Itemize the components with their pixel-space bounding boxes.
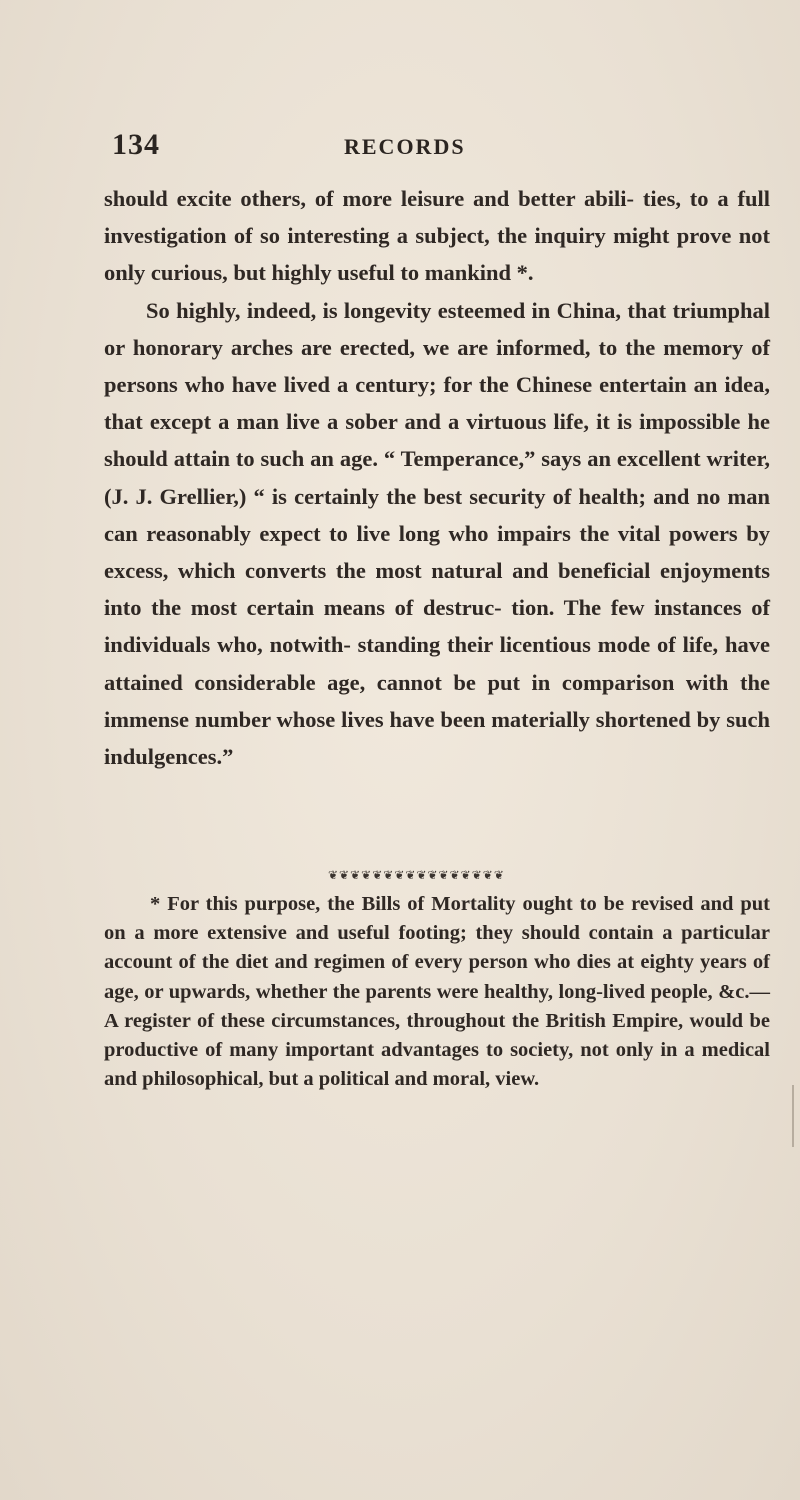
- page-header: [112, 128, 712, 168]
- body-text: [104, 180, 770, 775]
- page-edge-mark: [792, 1085, 794, 1147]
- paragraph-1: should excite others, of more leisure and better abili- ties, to a full investigation of so interesting a subject, the inquiry might prove not only curious, but highly useful to mankind *.: [104, 186, 770, 286]
- ornamental-separator: ❦❦❦❦❦❦❦❦❦❦❦❦❦❦❦❦: [328, 868, 505, 882]
- footnote: * For this purpose, the Bills of Mortality ought to be revised and put on a more extensive and useful footing; they should contain a particular account of the diet and regimen of every person who dies at eighty years of age, or upwards, whether the parents were healthy, long-lived people, &c.—A register of these circumstances, throughout the British Empire, would be productive of many important advantages to society, not only in a medical and philosophical, but a political and moral, view.: [104, 893, 770, 1091]
- paragraph-2: So highly, indeed, is longevity esteemed in China, that triumphal or honorary arches are erected, we are informed, to the memory of persons who have lived a century; for the Chinese entertain an idea, that except a man live a sober and a virtuous life, it is impossible he should attain to such an age. “ Temperance,” says an excellent writer, (J. J. Grellier,) “ is certainly the best security of health; and no man can reasonably expect to live long who impairs the vital powers by excess, which converts the most natural and beneficial enjoyments into the most certain means of destruc- tion. The few instances of individuals who, notwith- standing their licentious mode of life, have attained considerable age, cannot be put in comparison with the immense number whose lives have been materially shortened by such indulgences.”: [104, 297, 770, 770]
- page-number: 134: [112, 128, 160, 161]
- running-head: RECORDS: [344, 134, 466, 159]
